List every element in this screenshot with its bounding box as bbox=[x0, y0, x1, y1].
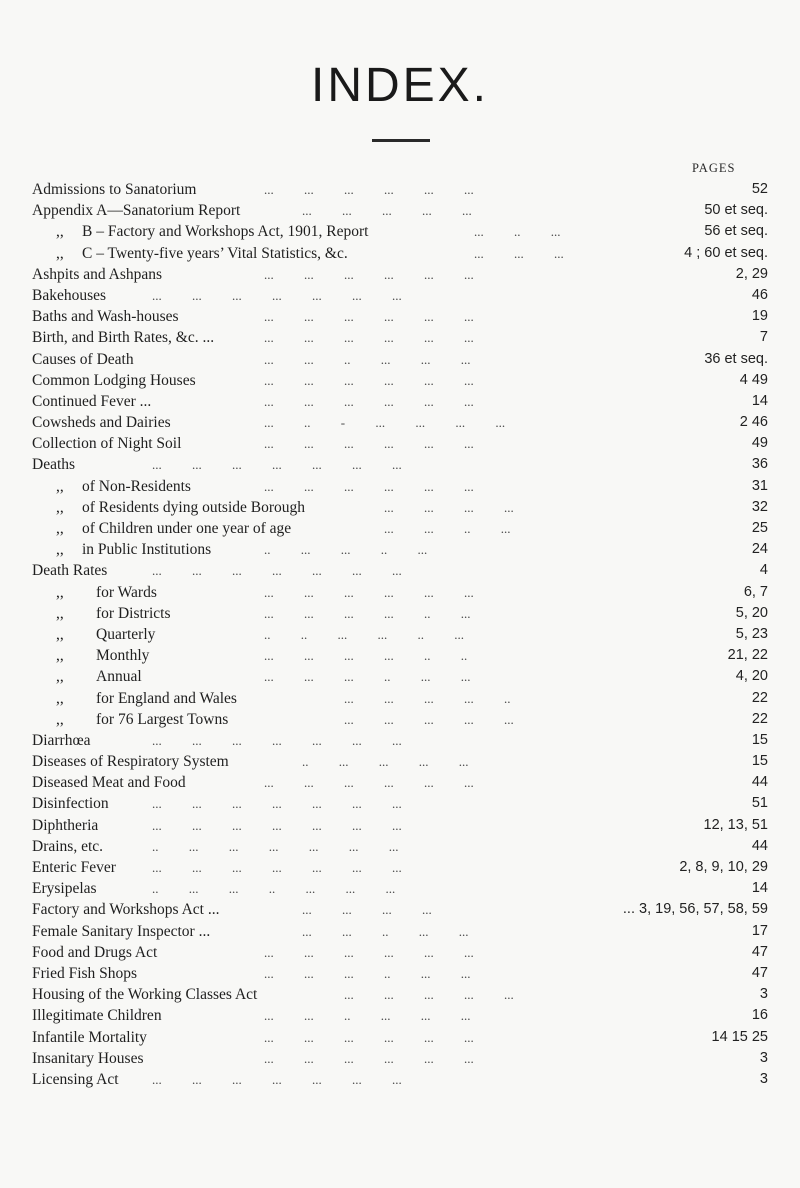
ditto-mark: ,, bbox=[56, 647, 64, 665]
index-entry bbox=[32, 327, 768, 348]
entry-label: Illegitimate Children bbox=[32, 1007, 162, 1025]
index-entry bbox=[32, 772, 768, 793]
entry-label: for 76 Largest Towns bbox=[96, 710, 229, 728]
index-entry bbox=[32, 666, 768, 687]
index-entry bbox=[32, 560, 768, 581]
index-entry bbox=[32, 984, 768, 1005]
ditto-mark: ,, bbox=[56, 710, 64, 728]
index-entry bbox=[32, 497, 768, 518]
leader-dots: ... ... ... ... ... ... ... bbox=[152, 287, 402, 303]
ditto-mark: ,, bbox=[56, 668, 64, 686]
entry-label: Disinfection bbox=[32, 795, 109, 813]
entry-pages: 4 ; 60 et seq. bbox=[684, 244, 768, 261]
entry-label: Insanitary Houses bbox=[32, 1049, 144, 1067]
entry-label: B – Factory and Workshops Act, 1901, Report bbox=[82, 223, 369, 241]
leader-dots: ... ... ... ... ... bbox=[344, 711, 514, 727]
title-rule bbox=[372, 139, 430, 142]
ditto-mark: ,, bbox=[56, 520, 64, 537]
leader-dots: ... ... ... ... ... bbox=[302, 203, 472, 219]
entry-label: Deaths bbox=[32, 456, 76, 474]
leader-dots: ... ... ... ... ... ... bbox=[264, 372, 474, 388]
leader-dots: .. .. ... ... .. ... bbox=[264, 626, 464, 642]
leader-dots: ... ... .. ... ... ... bbox=[264, 351, 471, 367]
leader-dots: ... ... ... bbox=[474, 245, 564, 261]
index-entry bbox=[32, 963, 768, 984]
entry-label: Enteric Fever bbox=[32, 859, 116, 876]
leader-dots: ... ... ... ... ... ... bbox=[264, 1029, 474, 1045]
index-entry bbox=[32, 1005, 768, 1026]
leader-dots: .. ... ... .. ... bbox=[264, 542, 428, 558]
entry-pages: 36 bbox=[751, 456, 768, 473]
index-entry bbox=[32, 624, 768, 645]
entry-label: Appendix A—Sanatorium Report bbox=[32, 202, 241, 220]
entry-pages: 22 bbox=[751, 689, 768, 706]
entry-pages: 52 bbox=[751, 181, 768, 197]
index-entry bbox=[32, 539, 768, 560]
index-entry bbox=[32, 306, 768, 327]
leader-dots: ... ... ... ... .. ... bbox=[264, 605, 471, 621]
index-entry bbox=[32, 899, 768, 920]
entry-label: of Children under one year of age bbox=[82, 520, 292, 537]
entry-label: Collection of Night Soil bbox=[32, 435, 182, 453]
entry-label: in Public Institutions bbox=[82, 541, 212, 559]
entry-pages: 2, 8, 9, 10, 29 bbox=[679, 859, 768, 875]
leader-dots: ... ... ... ... ... ... bbox=[264, 266, 474, 282]
leader-dots: ... ... .. ... ... bbox=[302, 923, 469, 939]
entry-pages: 14 bbox=[751, 392, 768, 409]
entry-label: Baths and Wash-houses bbox=[32, 308, 179, 326]
index-entry bbox=[32, 264, 768, 285]
entry-label: C – Twenty-five years’ Vital Statistics, &c. bbox=[82, 244, 348, 262]
leader-dots: ... .. - ... ... ... ... bbox=[264, 415, 506, 431]
entry-label: for England and Wales bbox=[96, 689, 237, 707]
index-entry bbox=[32, 285, 768, 306]
entry-label: of Non-Residents bbox=[82, 477, 191, 495]
leader-dots: ... ... ... ... ... ... ... bbox=[152, 796, 402, 812]
entry-pages: 46 bbox=[751, 286, 768, 303]
entry-label: Female Sanitary Inspector ... bbox=[32, 922, 211, 940]
entry-label: Admissions to Sanatorium bbox=[32, 181, 197, 198]
entry-label: Common Lodging Houses bbox=[32, 371, 196, 389]
index-entry bbox=[32, 709, 768, 730]
index-entry bbox=[32, 1069, 768, 1090]
leader-dots: ... ... ... ... ... ... ... bbox=[152, 860, 402, 875]
entry-pages: 5, 20 bbox=[735, 604, 768, 621]
leader-dots: ... ... ... ... ... ... bbox=[264, 478, 474, 494]
entry-label: Erysipelas bbox=[32, 880, 97, 898]
leader-dots: ... ... ... ... ... ... ... bbox=[152, 732, 402, 748]
index-entry bbox=[32, 221, 768, 242]
entry-pages: 51 bbox=[751, 795, 768, 812]
leader-dots: .. ... ... ... ... bbox=[302, 754, 469, 770]
ditto-mark: ,, bbox=[56, 604, 64, 622]
index-entry bbox=[32, 645, 768, 666]
entry-label: Food and Drugs Act bbox=[32, 943, 158, 961]
index-entry bbox=[32, 243, 768, 264]
entry-label: Diseases of Respiratory System bbox=[32, 753, 229, 771]
leader-dots: ... ... ... ... ... ... bbox=[264, 330, 474, 346]
index-entry bbox=[32, 836, 768, 857]
entry-label: Quarterly bbox=[96, 625, 156, 643]
entry-pages: 12, 13, 51 bbox=[703, 816, 768, 833]
entry-label: Infantile Mortality bbox=[32, 1028, 147, 1046]
index-entry bbox=[32, 603, 768, 624]
leader-dots: ... ... ... ... .. bbox=[344, 690, 511, 706]
leader-dots: ... ... .. ... bbox=[384, 521, 511, 536]
index-entries bbox=[32, 179, 768, 1090]
entry-label: for Districts bbox=[96, 604, 171, 622]
entry-pages: 19 bbox=[751, 308, 768, 325]
index-entry bbox=[32, 730, 768, 751]
index-entry bbox=[32, 688, 768, 709]
entry-pages: 47 bbox=[751, 943, 768, 960]
leader-dots: ... ... ... ... ... ... ... bbox=[152, 1071, 402, 1087]
entry-pages: 56 et seq. bbox=[704, 223, 768, 240]
entry-pages: 14 bbox=[751, 880, 768, 897]
entry-pages: 22 bbox=[751, 710, 768, 727]
entry-label: Cowsheds and Dairies bbox=[32, 414, 171, 432]
entry-pages: 2 46 bbox=[739, 414, 768, 431]
entry-pages: 15 bbox=[751, 753, 768, 770]
index-entry bbox=[32, 942, 768, 963]
entry-pages: 31 bbox=[751, 477, 768, 494]
entry-label: Drains, etc. bbox=[32, 837, 104, 855]
leader-dots: ... ... ... ... ... ... bbox=[264, 309, 474, 325]
index-entry bbox=[32, 857, 768, 878]
entry-pages: 24 bbox=[751, 541, 768, 558]
ditto-mark: ,, bbox=[56, 223, 64, 241]
entry-pages: ... 3, 19, 56, 57, 58, 59 bbox=[622, 901, 768, 918]
leader-dots: ... ... ... ... ... ... ... bbox=[152, 563, 402, 579]
index-entry bbox=[32, 412, 768, 433]
entry-label: Continued Fever ... bbox=[32, 392, 152, 410]
entry-pages: 25 bbox=[751, 520, 768, 536]
index-entry bbox=[32, 793, 768, 814]
leader-dots: ... ... ... ... ... ... bbox=[264, 436, 474, 452]
entry-label: Causes of Death bbox=[32, 350, 134, 368]
entry-pages: 21, 22 bbox=[727, 647, 768, 664]
ditto-mark: ,, bbox=[56, 498, 64, 516]
entry-label: Diseased Meat and Food bbox=[32, 774, 186, 792]
leader-dots: ... ... ... ... .. .. bbox=[264, 648, 468, 664]
ditto-mark: ,, bbox=[56, 477, 64, 495]
entry-pages: 3 bbox=[759, 1070, 768, 1087]
leader-dots: ... ... ... ... ... ... bbox=[264, 584, 474, 600]
entry-label: Bakehouses bbox=[32, 286, 107, 304]
entry-label: Ashpits and Ashpans bbox=[32, 265, 163, 283]
leader-dots: ... ... ... ... ... ... ... bbox=[152, 457, 402, 473]
entry-pages: 4, 20 bbox=[735, 668, 768, 685]
entry-label: Monthly bbox=[96, 647, 150, 665]
entry-pages: 6, 7 bbox=[743, 583, 768, 600]
leader-dots: ... ... .. ... ... ... bbox=[264, 1008, 471, 1024]
entry-pages: 4 49 bbox=[739, 371, 768, 388]
entry-pages: 36 et seq. bbox=[704, 350, 768, 367]
entry-pages: 49 bbox=[751, 435, 768, 452]
leader-dots: .. ... ... .. ... ... ... bbox=[152, 881, 396, 897]
entry-label: Factory and Workshops Act ... bbox=[32, 901, 220, 919]
entry-label: Housing of the Working Classes Act bbox=[32, 986, 258, 1004]
index-entry bbox=[32, 349, 768, 370]
entry-pages: 3 bbox=[759, 1049, 768, 1066]
entry-label: Licensing Act bbox=[32, 1070, 119, 1088]
leader-dots: ... ... ... ... ... ... ... bbox=[152, 817, 402, 833]
ditto-mark: ,, bbox=[56, 625, 64, 643]
entry-pages: 50 et seq. bbox=[704, 202, 768, 219]
entry-pages: 2, 29 bbox=[735, 265, 768, 282]
entry-label: of Residents dying outside Borough bbox=[82, 498, 306, 516]
leader-dots: ... ... ... ... bbox=[384, 499, 514, 515]
ditto-mark: ,, bbox=[56, 244, 64, 262]
index-entry bbox=[32, 476, 768, 497]
leader-dots: ... ... ... .. ... ... bbox=[264, 669, 471, 685]
leader-dots: ... ... ... ... ... bbox=[344, 987, 514, 1003]
index-entry bbox=[32, 518, 768, 539]
entry-label: Death Rates bbox=[32, 562, 108, 580]
leader-dots: ... ... ... ... ... ... bbox=[264, 775, 474, 791]
entry-label: Birth, and Birth Rates, &c. ... bbox=[32, 329, 215, 347]
entry-label: Diphtheria bbox=[32, 816, 99, 834]
index-entry bbox=[32, 391, 768, 412]
index-entry bbox=[32, 582, 768, 603]
entry-pages: 32 bbox=[751, 498, 768, 515]
leader-dots: ... ... ... ... bbox=[302, 902, 432, 918]
leader-dots: .. ... ... ... ... ... ... bbox=[152, 838, 399, 854]
leader-dots: ... ... ... ... ... ... bbox=[264, 1050, 474, 1066]
index-entry bbox=[32, 1048, 768, 1069]
entry-label: Fried Fish Shops bbox=[32, 964, 138, 982]
ditto-mark: ,, bbox=[56, 583, 64, 601]
entry-label: for Wards bbox=[96, 583, 157, 601]
index-entry bbox=[32, 454, 768, 475]
index-entry bbox=[32, 921, 768, 942]
index-entry bbox=[32, 815, 768, 836]
entry-pages: 14 15 25 bbox=[711, 1028, 768, 1045]
ditto-mark: ,, bbox=[56, 689, 64, 707]
leader-dots: ... ... ... .. ... ... bbox=[264, 965, 471, 981]
index-entry bbox=[32, 179, 768, 200]
entry-label: Annual bbox=[96, 668, 142, 686]
entry-pages: 44 bbox=[751, 774, 768, 791]
leader-dots: ... ... ... ... ... ... bbox=[264, 944, 474, 960]
index-entry bbox=[32, 433, 768, 454]
entry-pages: 17 bbox=[751, 922, 768, 939]
index-entry bbox=[32, 878, 768, 899]
leader-dots: ... ... ... ... ... ... bbox=[264, 182, 474, 197]
index-entry bbox=[32, 1027, 768, 1048]
entry-pages: 44 bbox=[751, 837, 768, 854]
pages-column-heading: PAGES bbox=[692, 161, 736, 175]
entry-pages: 16 bbox=[751, 1007, 768, 1024]
index-entry bbox=[32, 751, 768, 772]
page-title: INDEX. bbox=[310, 59, 490, 112]
entry-pages: 15 bbox=[751, 731, 768, 748]
entry-pages: 4 bbox=[759, 562, 768, 579]
entry-label: Diarrhœa bbox=[32, 731, 91, 749]
index-entry bbox=[32, 370, 768, 391]
entry-pages: 5, 23 bbox=[735, 625, 768, 642]
entry-pages: 47 bbox=[751, 964, 768, 981]
ditto-mark: ,, bbox=[56, 541, 64, 559]
entry-pages: 3 bbox=[759, 986, 768, 1003]
leader-dots: ... ... ... ... ... ... bbox=[264, 393, 474, 409]
index-entry bbox=[32, 200, 768, 221]
entry-pages: 7 bbox=[759, 329, 768, 346]
leader-dots: ... .. ... bbox=[474, 224, 561, 240]
